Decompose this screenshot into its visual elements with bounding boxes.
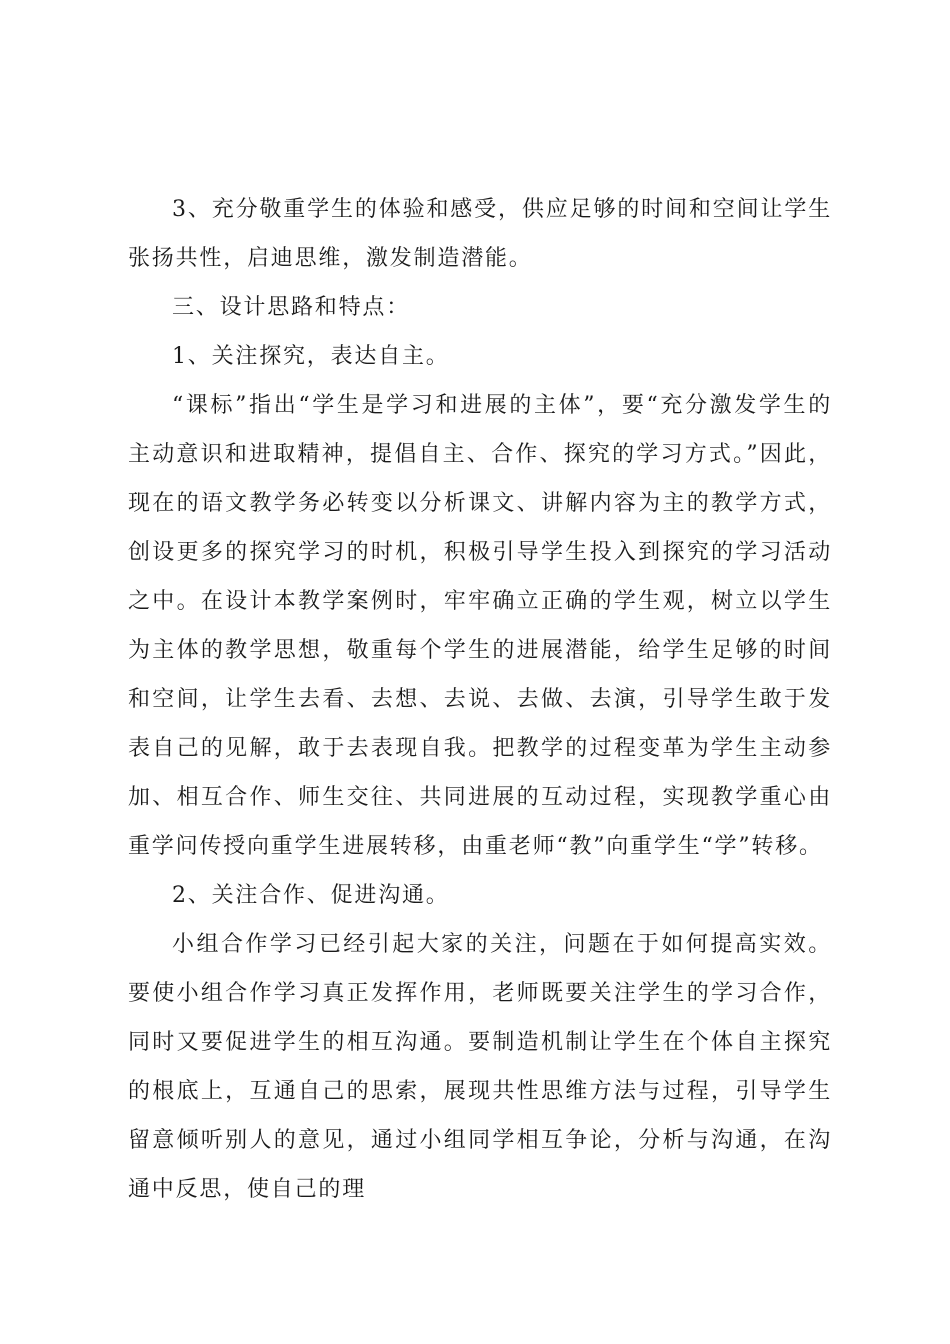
subheading-cooperation: 2、关注合作、促进沟通。 xyxy=(172,883,450,908)
paragraph-cooperation: 小组合作学习已经引起大家的关注，问题在于如何提高实效。要使小组合作学习真正发挥作用，老师既要关注学生的学习合作，同时又要促进学生的相互沟通。要制造机制让学生在个体自主探究的根底上，互通自己的思索，展现共性思维方法与过程，引导学生留意倾听别人的意见，通过小组同学相互争论，分析与沟通，在沟通中反思，使自己的理 xyxy=(128,932,832,1202)
subheading-inquiry: 1、关注探究，表达自主。 xyxy=(172,344,450,369)
paragraph-point-3: 3、充分敬重学生的体验和感受，供应足够的时间和空间让学生张扬共性，启迪思维，激发制造潜能。 xyxy=(128,197,832,271)
document-body xyxy=(128,185,832,1214)
section-heading-design: 三、设计思路和特点： xyxy=(172,295,411,320)
paragraph-inquiry: “课标”指出“学生是学习和进展的主体”，要“充分激发学生的主动意识和进取精神，提倡自主、合作、探究的学习方式。”因此，现在的语文教学务必转变以分析课文、讲解内容为主的教学方式，创设更多的探究学习的时机，积极引导学生投入到探究的学习活动之中。在设计本教学案例时，牢牢确立正确的学生观，树立以学生为主体的教学思想，敬重每个学生的进展潜能，给学生足够的时间和空间，让学生去看、去想、去说、去做、去演，引导学生敢于发表自己的见解，敢于去表现自我。把教学的过程变革为学生主动参加、相互合作、师生交往、共同进展的互动过程，实现教学重心由重学问传授向重学生进展转移，由重老师“教”向重学生“学”转移。 xyxy=(128,393,832,859)
